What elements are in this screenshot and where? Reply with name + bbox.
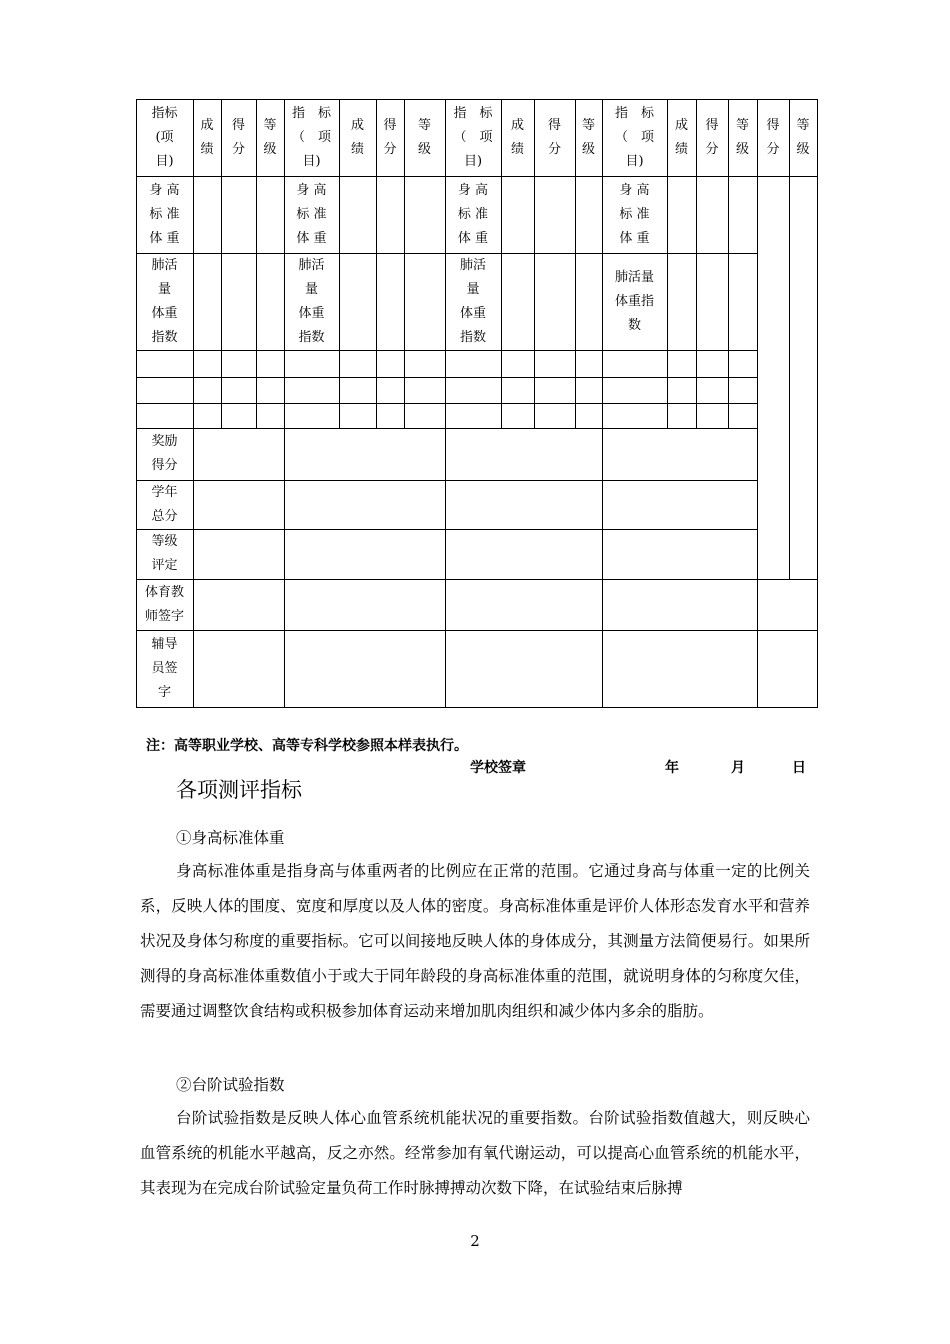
- counselor-signature-label: 辅导 员签 字: [151, 636, 178, 700]
- table-rule: [136, 428, 758, 429]
- grade-eval-label: 等级 评定: [151, 534, 178, 573]
- table-rule: [193, 99, 194, 708]
- indicator-header: 指标 (项 目): [151, 105, 178, 169]
- indicator-header: 指 标 （ 项 目): [291, 105, 331, 169]
- item2-title: ②台阶试验指数: [176, 1076, 285, 1094]
- bonus-label: 奖励 得分: [151, 434, 178, 473]
- grade-header: 等 级: [581, 117, 595, 157]
- grade-header: 等 级: [735, 117, 749, 157]
- item2-paragraph: 台阶试验指数是反映人体心血管系统机能状况的重要指数。台阶试验指数值越大，则反映心血管系统的机能水平越高，反之亦然。经常参加有氧代谢运动，可以提高心血管系统的机能水平，其表现为在完成台阶试验定量负荷工作时脉搏搏动次数下降，在试验结束后脉搏: [140, 1109, 810, 1197]
- height-weight-label: 身 高 标 准 体 重: [619, 182, 650, 246]
- month-label: 月: [731, 760, 745, 776]
- table-rule: [136, 707, 818, 708]
- points-header: 得 分: [383, 117, 397, 157]
- table-rule: [136, 403, 758, 404]
- day-label: 日: [792, 760, 806, 776]
- indicator-header: 指 标 （ 项 目): [453, 105, 493, 169]
- year-total-label: 学年 总分: [151, 484, 178, 524]
- item1-title: ①身高标准体重: [176, 829, 285, 847]
- table-rule: [136, 377, 758, 378]
- section-title: 各项测评指标: [176, 778, 302, 802]
- total-points-header: 得 分: [766, 117, 780, 157]
- vital-capacity-label: 肺活 量 体重 指数: [151, 257, 178, 345]
- pe-teacher-signature-label: 体育教 师签字: [144, 584, 184, 624]
- table-rule: [136, 350, 758, 351]
- score-header: 成 绩: [674, 117, 688, 157]
- points-header: 得 分: [547, 117, 561, 157]
- table-rule: [817, 99, 818, 708]
- grade-header: 等 级: [417, 117, 431, 157]
- height-weight-label: 身 高 标 准 体 重: [149, 182, 180, 246]
- vital-capacity-label: 肺活 量 体重 指数: [459, 257, 486, 345]
- vital-capacity-label: 肺活 量 体重 指数: [298, 257, 325, 345]
- item1-paragraph: 身高标准体重是指身高与体重两者的比例应在正常的范围。它通过身高与体重一定的比例关系，反映人体的围度、宽度和厚度以及人体的密度。身高标准体重是评价人体形态发育水平和营养状况及身体匀称度的重要指标。它可以间接地反映人体的身体成分，其测量方法简便易行。如果所测得的身高标准体重数值小于或大于同年龄段的身高标准体重的范围，就说明身体的匀称度欠佳，需要通过调整饮食结构或积极参加体育运动来增加肌肉组织和减少体内多余的脂肪。: [140, 862, 810, 1020]
- height-weight-label: 身 高 标 准 体 重: [296, 182, 327, 246]
- height-weight-label: 身 高 标 准 体 重: [457, 182, 489, 246]
- score-header: 成 绩: [510, 117, 524, 157]
- score-header: 成 绩: [200, 117, 214, 157]
- page-number: 2: [470, 1232, 480, 1250]
- indicator-header: 指 标 （ 项 目): [614, 105, 654, 169]
- school-seal-label: 学校签章: [470, 760, 526, 776]
- table-rule: [136, 579, 818, 580]
- table-rule: [136, 480, 758, 481]
- table-note: 注：高等职业学校、高等专科学校参照本样表执行。: [146, 738, 468, 754]
- total-grade-header: 等 级: [796, 117, 810, 157]
- table-rule: [757, 176, 818, 177]
- vital-capacity-label: 肺活量 体重指 数: [614, 269, 654, 333]
- fitness-score-table: [136, 99, 817, 707]
- points-header: 得 分: [705, 117, 719, 157]
- table-rule: [757, 99, 758, 708]
- table-rule: [136, 529, 758, 530]
- points-header: 得 分: [231, 117, 245, 157]
- score-header: 成 绩: [350, 117, 364, 157]
- grade-header: 等 级: [263, 117, 277, 157]
- year-label: 年: [665, 760, 679, 776]
- table-rule: [136, 630, 818, 631]
